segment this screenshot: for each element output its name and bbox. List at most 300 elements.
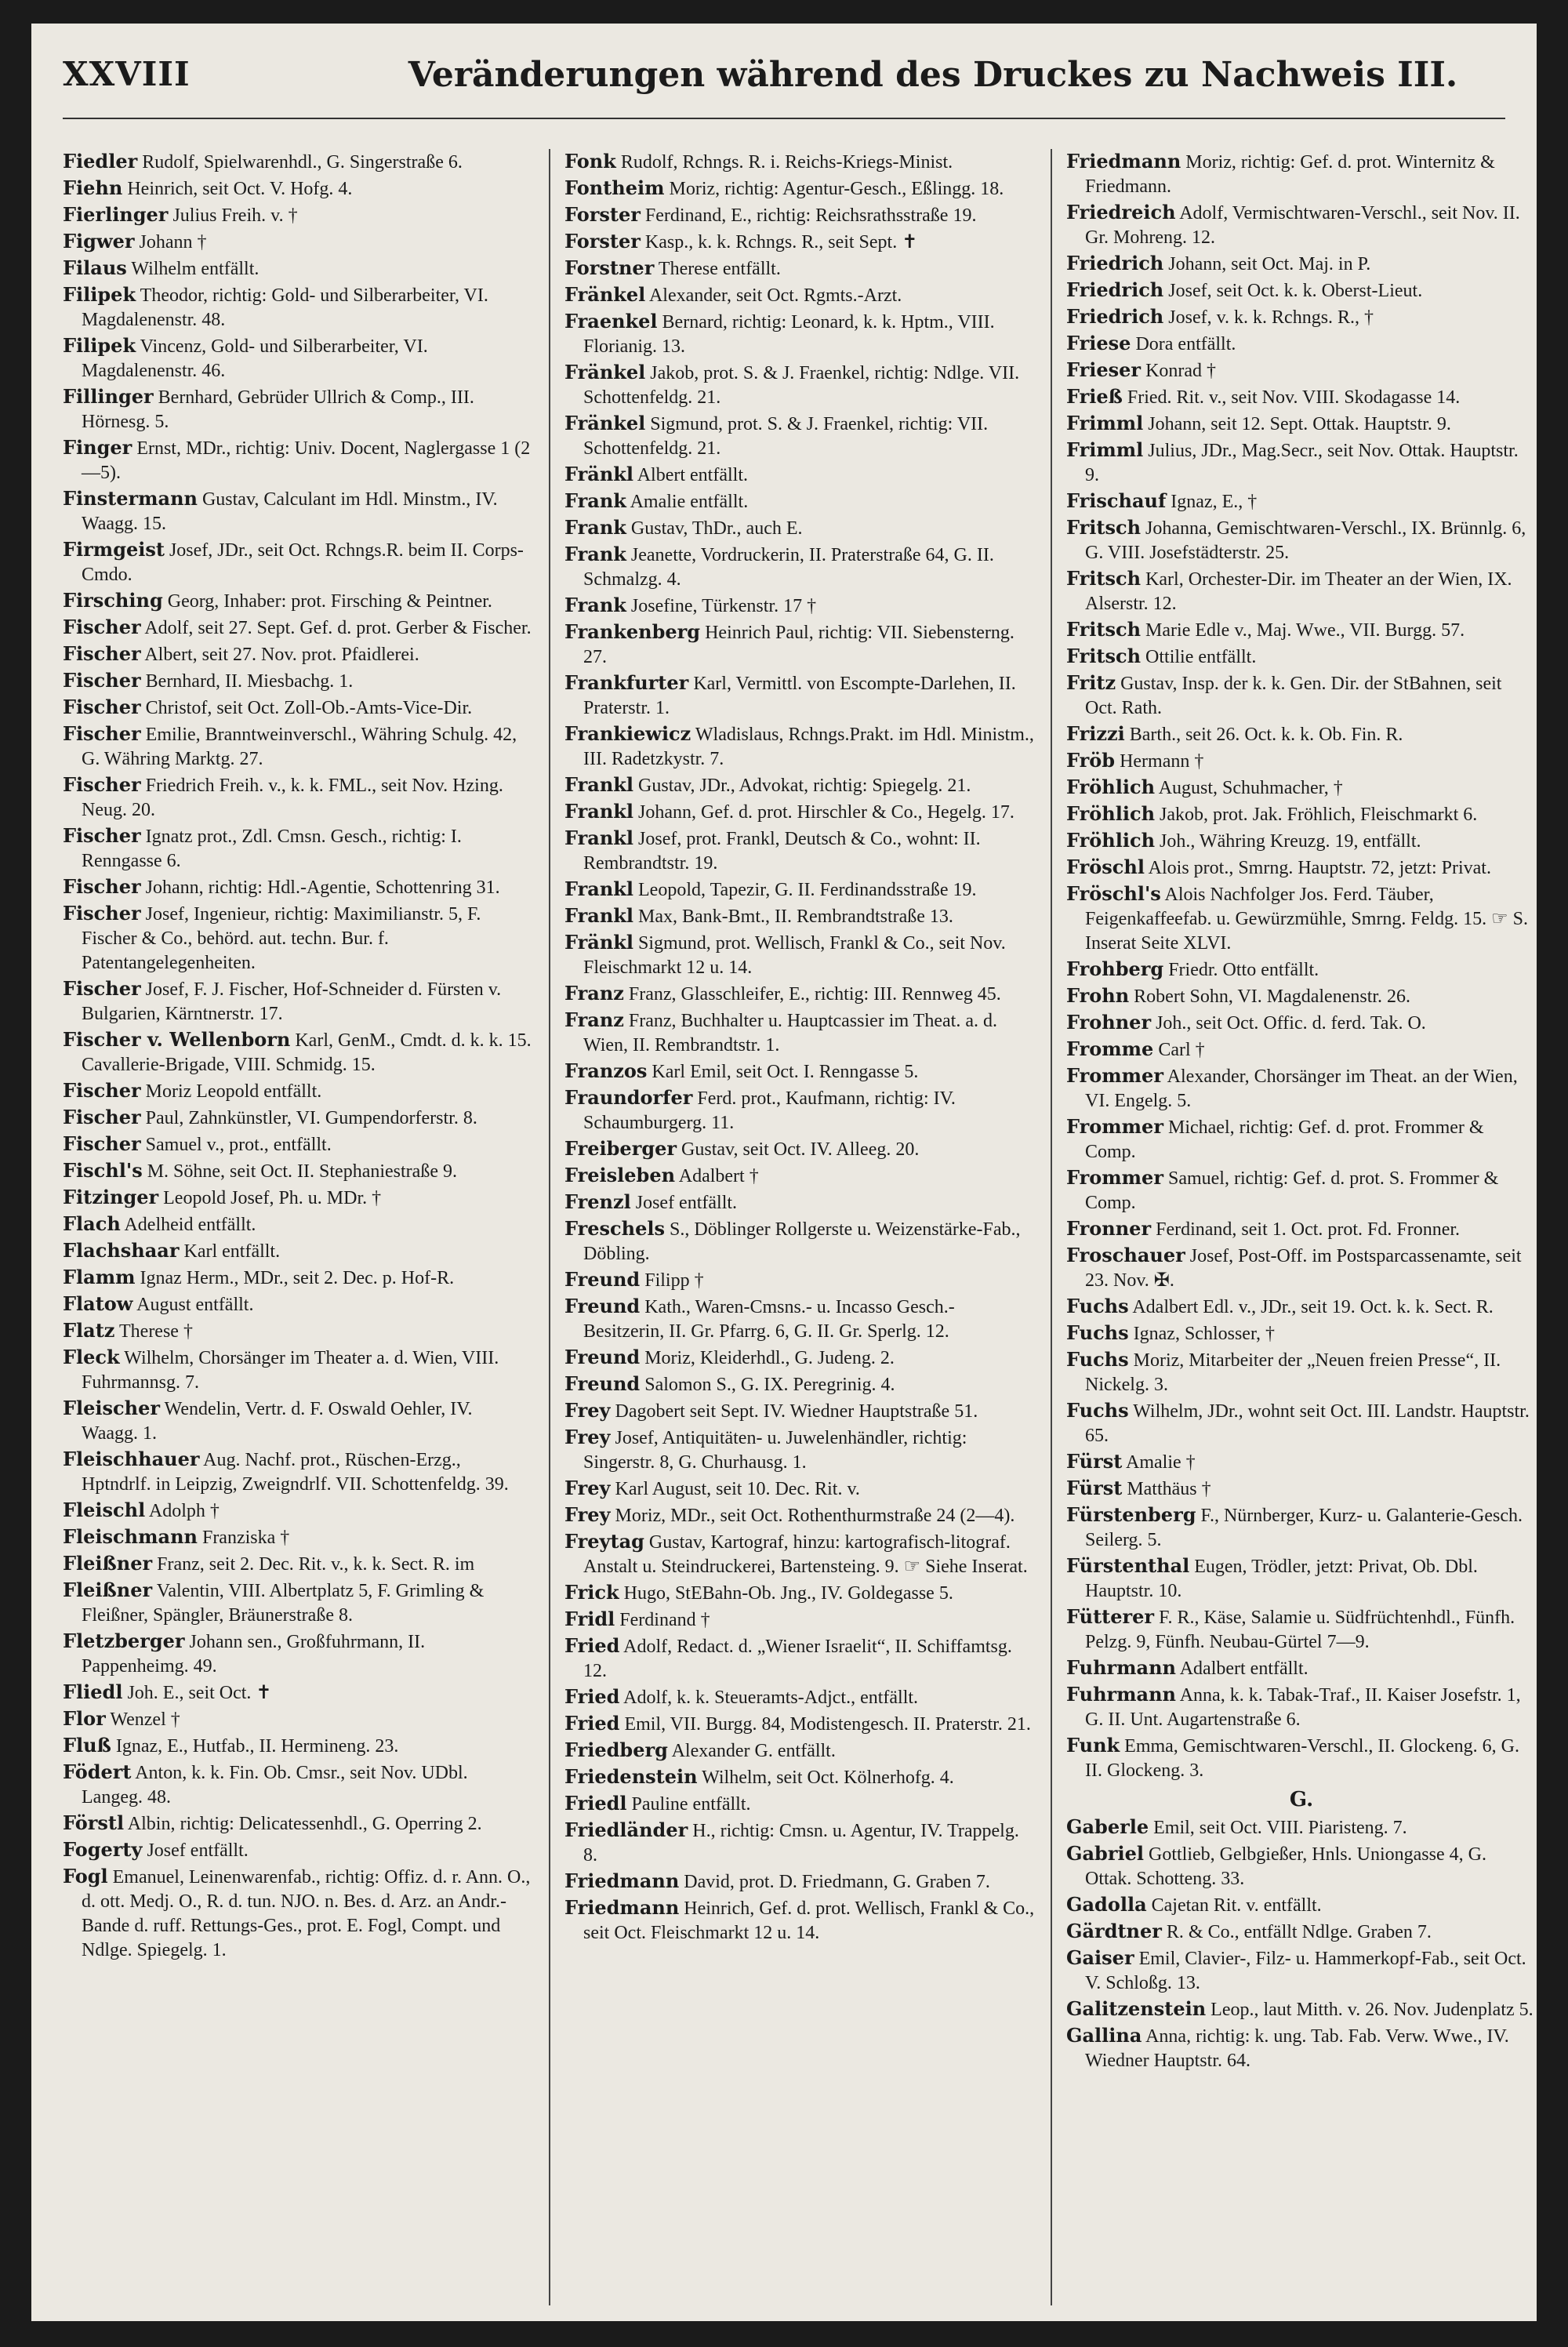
directory-entry — [63, 1158, 533, 1184]
entry-text: Bernhard, Gebrüder Ullrich & Comp., III. Hörnesg. 5. — [82, 387, 474, 432]
entry-text: R. & Co., entfällt Ndlge. Graben 7. — [1166, 1922, 1432, 1942]
entry-text: Vincenz, Gold- und Silberarbeiter, VI. Magdalenenstr. 46. — [82, 336, 428, 381]
entry-text: Moriz, richtig: Agentur-Gesch., Eßlingg. 18. — [669, 179, 1004, 199]
entry-name: Förstl — [63, 1811, 125, 1834]
entry-name: Frankl — [564, 800, 634, 823]
directory-entry — [564, 877, 1035, 903]
entry-name: Frankl — [564, 827, 634, 849]
directory-entry — [564, 1476, 1035, 1502]
directory-entry — [564, 1085, 1035, 1135]
entry-text: Albin, richtig: Delicatessenhdl., G. Operring 2. — [127, 1814, 482, 1834]
directory-entry — [1066, 670, 1537, 721]
entry-name: Fiedler — [63, 150, 138, 173]
directory-entry — [564, 176, 1035, 202]
directory-entry — [1066, 1165, 1537, 1215]
directory-entry — [564, 1711, 1035, 1737]
entry-text: Gustav, Kartograf, hinzu: kartografisch-litograf. Anstalt u. Steindruckerei, Bartensteing. 9. ☞ Siehe Inserat. — [583, 1532, 1028, 1577]
directory-entry — [63, 1680, 533, 1706]
entry-text: Jakob, prot. Jak. Fröhlich, Fleischmarkt 6. — [1160, 805, 1478, 825]
directory-entry — [63, 976, 533, 1026]
entry-text: Theodor, richtig: Gold- und Silberarbeiter, VI. Magdalenenstr. 48. — [82, 285, 488, 330]
entry-name: Flor — [63, 1707, 106, 1730]
directory-entry — [1066, 855, 1537, 881]
directory-entry — [63, 435, 533, 485]
entry-name: Frohner — [1066, 1011, 1152, 1034]
entry-name: Frey — [564, 1477, 611, 1499]
entry-name: Fürstenthal — [1066, 1554, 1190, 1577]
directory-entry — [1066, 304, 1537, 330]
directory-entry — [1066, 438, 1537, 488]
directory-entry — [63, 1212, 533, 1237]
entry-name: Fleischmann — [63, 1525, 198, 1548]
entry-name: Frankl — [564, 877, 634, 900]
entry-name: Friedberg — [564, 1738, 668, 1761]
directory-entry — [1066, 1114, 1537, 1164]
directory-entry — [63, 229, 533, 255]
directory-entry — [564, 772, 1035, 798]
directory-entry — [564, 619, 1035, 670]
entry-text: Hugo, StEBahn-Ob. Jng., IV. Goldegasse 5. — [623, 1583, 953, 1604]
directory-entry — [63, 823, 533, 874]
directory-entry — [1066, 1347, 1537, 1397]
entry-name: Freund — [564, 1346, 641, 1368]
directory-entry — [1066, 1243, 1537, 1293]
entry-name: Fürst — [1066, 1477, 1123, 1499]
directory-entry — [564, 1869, 1035, 1895]
entry-name: Finger — [63, 436, 132, 459]
directory-entry — [63, 202, 533, 228]
directory-entry — [63, 1551, 533, 1577]
entry-name: Fleischhauer — [63, 1448, 200, 1470]
entry-text: Joh. E., seit Oct. ✝ — [127, 1683, 272, 1703]
directory-entry — [1066, 251, 1537, 277]
entry-text: Hermann † — [1120, 751, 1204, 772]
entry-name: Freund — [564, 1295, 641, 1317]
entry-name: Frenzl — [564, 1190, 631, 1213]
entry-text: Josefine, Türkenstr. 17 † — [630, 596, 817, 616]
entry-text: Friedr. Otto entfällt. — [1168, 960, 1319, 980]
entry-name: Fränkel — [564, 412, 646, 434]
entry-text: Amalie entfällt. — [630, 492, 749, 512]
entry-text: Wladislaus, Rchngs.Prakt. im Hdl. Ministm., III. Radetzkystr. 7. — [583, 725, 1034, 769]
directory-entry — [564, 1895, 1035, 1946]
entry-text: S., Döblinger Rollgerste u. Weizenstärke-Fab., Döbling. — [583, 1219, 1021, 1264]
entry-text: Valentin, VIII. Albertplatz 5, F. Grimling & Fleißner, Spängler, Bräunerstraße 8. — [82, 1581, 485, 1626]
entry-name: Fuchs — [1066, 1399, 1129, 1422]
directory-entry — [564, 1163, 1035, 1189]
entry-name: Forster — [564, 230, 641, 253]
directory-entry — [63, 1265, 533, 1291]
entry-name: Frankfurter — [564, 671, 689, 694]
directory-entry — [564, 1267, 1035, 1293]
directory-entry — [1066, 617, 1537, 643]
entry-text: Anna, richtig: k. ung. Tab. Fab. Verw. Wwe., IV. Wiedner Hauptstr. 64. — [1085, 2026, 1509, 2071]
directory-entry — [1066, 1919, 1537, 1945]
entry-text: Ernst, MDr., richtig: Univ. Docent, Naglergasse 1 (2—5). — [82, 438, 531, 483]
entry-name: Fischer — [63, 773, 141, 796]
directory-entry — [1066, 644, 1537, 670]
entry-text: Ignaz, E., † — [1171, 492, 1258, 512]
entry-name: Gaberle — [1066, 1815, 1149, 1838]
entry-text: Karl entfällt. — [183, 1241, 281, 1262]
directory-entry — [63, 1733, 533, 1759]
directory-entry — [63, 1864, 533, 1963]
directory-entry — [1066, 1604, 1537, 1655]
entry-text: M. Söhne, seit Oct. II. Stephaniestraße 9. — [147, 1161, 457, 1182]
entry-text: Christof, seit Oct. Zoll-Ob.-Amts-Vice-Dir. — [145, 698, 473, 718]
directory-entry — [63, 176, 533, 202]
entry-name: Flatow — [63, 1292, 133, 1315]
entry-name: Fromme — [1066, 1037, 1154, 1060]
entry-text: Salomon S., G. IX. Peregrinig. 4. — [644, 1375, 895, 1395]
entry-text: Therese entfällt. — [658, 259, 781, 279]
directory-entry — [63, 615, 533, 641]
entry-name: Fuchs — [1066, 1321, 1129, 1344]
entry-name: Fuchs — [1066, 1295, 1129, 1317]
entry-name: Fischer — [63, 669, 141, 692]
directory-entry — [63, 486, 533, 536]
entry-text: H., richtig: Cmsn. u. Agentur, IV. Trappelg. 8. — [583, 1821, 1019, 1866]
directory-entry — [564, 256, 1035, 282]
directory-entry — [63, 874, 533, 900]
entry-name: Firsching — [63, 589, 163, 612]
entry-text: Dora entfällt. — [1135, 334, 1236, 354]
directory-entry — [1066, 721, 1537, 747]
directory-entry — [63, 1078, 533, 1104]
entry-name: Fütterer — [1066, 1605, 1155, 1628]
entry-name: Fuhrmann — [1066, 1683, 1177, 1706]
entry-text: Wendelin, Vertr. d. F. Oswald Oehler, IV. Waagg. 1. — [82, 1399, 473, 1444]
entry-name: Fröschl's — [1066, 882, 1161, 905]
entry-text: Sigmund, prot. Wellisch, Frankl & Co., seit Nov. Fleischmarkt 12 u. 14. — [583, 933, 1006, 978]
entry-name: Fritsch — [1066, 645, 1142, 667]
entry-text: F., Nürnberger, Kurz- u. Galanterie-Gesch. Seilerg. 5. — [1085, 1506, 1523, 1550]
entry-name: Filipek — [63, 334, 136, 357]
columns — [63, 149, 1534, 2305]
entry-name: Friedenstein — [564, 1765, 698, 1788]
directory-entry — [564, 360, 1035, 410]
directory-entry — [564, 1294, 1035, 1344]
entry-text: Michael, richtig: Gef. d. prot. Frommer & Comp. — [1085, 1117, 1484, 1162]
entry-text: Emilie, Branntweinverschl., Währing Schulg. 42, G. Währing Marktg. 27. — [82, 725, 517, 769]
entry-name: Friedl — [564, 1792, 627, 1815]
entry-name: Frizzi — [1066, 722, 1125, 745]
entry-name: Frommer — [1066, 1064, 1163, 1087]
directory-entry — [63, 1498, 533, 1524]
entry-name: Freiberger — [564, 1137, 677, 1160]
directory-entry — [1066, 801, 1537, 827]
entry-text: Friedrich Freih. v., k. k. FML., seit Nov. Hzing. Neug. 20. — [82, 776, 503, 820]
entry-text: Johann, seit 12. Sept. Ottak. Hauptstr. 9. — [1148, 414, 1451, 434]
directory-entry — [63, 537, 533, 587]
entry-name: Fischer — [63, 616, 141, 638]
entry-text: Adolf, Redact. d. „Wiener Israelit“, II. Schiffamtsg. 12. — [583, 1637, 1012, 1681]
directory-entry — [564, 1738, 1035, 1764]
entry-text: Bernard, richtig: Leonard, k. k. Hptm., VIII. Florianig. 13. — [583, 312, 995, 357]
directory-entry — [1066, 566, 1537, 616]
directory-entry — [564, 1764, 1035, 1790]
directory-entry — [564, 1345, 1035, 1371]
entry-name: Fraundorfer — [564, 1086, 693, 1109]
entry-name: Frieß — [1066, 385, 1123, 408]
directory-entry — [63, 721, 533, 772]
directory-entry — [63, 1345, 533, 1395]
entry-text: F. R., Käse, Salamie u. Südfrüchtenhdl., Fünfh. Pelzg. 9, Fünfh. Neubau-Gürtel 7—9. — [1085, 1608, 1515, 1652]
entry-text: Adalbert † — [678, 1166, 759, 1186]
directory-entry — [1066, 1553, 1537, 1604]
entry-name: Friedländer — [564, 1818, 688, 1841]
entry-name: Fitzinger — [63, 1186, 159, 1208]
page-title: Veränderungen während des Druckes zu Nachweis III. — [408, 55, 1458, 95]
directory-entry — [1066, 2023, 1537, 2073]
page-header — [63, 55, 1505, 119]
entry-name: Fränkel — [564, 361, 646, 383]
entry-name: Frimml — [1066, 438, 1144, 461]
entry-text: Karl, Vermittl. von Escompte-Darlehen, II. Praterstr. 1. — [583, 674, 1016, 718]
directory-entry — [564, 411, 1035, 461]
entry-text: Franziska † — [201, 1528, 290, 1548]
entry-name: Frey — [564, 1426, 611, 1448]
entry-text: Ignatz prot., Zdl. Cmsn. Gesch., richtig: I. Renngasse 6. — [82, 827, 462, 871]
entry-text: Ferdinand, E., richtig: Reichsrathsstraße 19. — [644, 205, 977, 226]
entry-name: Fluß — [63, 1734, 111, 1757]
directory-entry — [564, 202, 1035, 228]
entry-text: Gustav, JDr., Advokat, richtig: Spiegelg. 21. — [638, 776, 971, 796]
column-divider — [1051, 149, 1052, 2305]
entry-text: Eugen, Trödler, jetzt: Privat, Ob. Dbl. Hauptstr. 10. — [1085, 1557, 1478, 1601]
directory-entry — [564, 462, 1035, 488]
entry-name: Freund — [564, 1372, 641, 1395]
entry-text: Alois Nachfolger Jos. Ferd. Täuber, Feigenkaffeefab. u. Gewürzmühle, Smrng. Feldg. 15. ☞ S. Inserat Seite XLVI. — [1085, 885, 1528, 954]
entry-text: Josef, seit Oct. k. k. Oberst-Lieut. — [1168, 281, 1423, 301]
directory-entry — [1066, 775, 1537, 801]
entry-text: Emil, seit Oct. VIII. Piaristeng. 7. — [1153, 1818, 1407, 1838]
directory-entry — [1066, 331, 1537, 357]
entry-name: Forstner — [564, 256, 655, 279]
entry-name: Fürst — [1066, 1450, 1123, 1473]
directory-entry — [1066, 200, 1537, 250]
entry-name: Fonk — [564, 150, 616, 173]
entry-name: Firmgeist — [63, 538, 165, 561]
entry-name: Flach — [63, 1212, 121, 1235]
entry-text: Anna, k. k. Tabak-Traf., II. Kaiser Josefstr. 1, G. II. Unt. Augartenstraße 6. — [1085, 1685, 1521, 1730]
entry-name: Fröhlich — [1066, 829, 1156, 852]
directory-entry — [63, 1760, 533, 1810]
entry-name: Friedmann — [1066, 150, 1181, 173]
entry-text: Adolf, k. k. Steueramts-Adjct., entfällt. — [623, 1688, 919, 1708]
entry-text: Therese † — [119, 1321, 193, 1342]
entry-text: Julius, JDr., Mag.Secr., seit Nov. Ottak. Hauptstr. 9. — [1085, 441, 1519, 485]
column-3 — [1066, 149, 1537, 2305]
entry-name: Fontheim — [564, 176, 665, 199]
directory-entry — [564, 799, 1035, 825]
entry-text: Josef, Post-Off. im Postsparcassenamte, seit 23. Nov. ✠. — [1085, 1246, 1522, 1291]
entry-name: Fritsch — [1066, 516, 1142, 539]
entry-name: Fröhlich — [1066, 776, 1156, 798]
entry-name: Fried — [564, 1685, 620, 1708]
directory-entry — [63, 1292, 533, 1317]
directory-entry — [63, 1396, 533, 1446]
entry-name: Fridl — [564, 1608, 615, 1630]
entry-text: Jakob, prot. S. & J. Fraenkel, richtig: Ndlge. VII. Schottenfeldg. 21. — [583, 363, 1020, 408]
entry-text: Alexander G. entfällt. — [671, 1741, 836, 1761]
entry-text: Wilhelm, JDr., wohnt seit Oct. III. Landstr. Hauptstr. 65. — [1085, 1401, 1530, 1446]
entry-name: Gabriel — [1066, 1842, 1144, 1865]
entry-text: Alexander, Chorsänger im Theat. an der Wien, VI. Engelg. 5. — [1085, 1066, 1518, 1111]
entry-text: Carl † — [1158, 1040, 1205, 1060]
entry-name: Fogerty — [63, 1838, 143, 1861]
entry-text: Johann sen., Großfuhrmann, II. Pappenheimg. 49. — [82, 1632, 426, 1677]
entry-name: Födert — [63, 1760, 132, 1783]
directory-entry — [1066, 957, 1537, 983]
entry-text: Gottlieb, Gelbgießer, Hnls. Uniongasse 4, G. Ottak. Schotteng. 33. — [1085, 1844, 1486, 1889]
entry-text: Cajetan Rit. v. entfällt. — [1151, 1895, 1322, 1916]
entry-text: Wilhelm, Chorsänger im Theater a. d. Wien, VIII. Fuhrmannsg. 7. — [82, 1348, 499, 1393]
entry-name: Finstermann — [63, 487, 198, 510]
directory-entry — [1066, 1655, 1537, 1681]
entry-name: Franz — [564, 982, 624, 1005]
entry-text: Sigmund, prot. S. & J. Fraenkel, richtig: VII. Schottenfeldg. 21. — [583, 414, 989, 459]
directory-entry — [564, 1580, 1035, 1606]
directory-entry — [1066, 983, 1537, 1009]
directory-entry — [63, 772, 533, 823]
directory-entry — [564, 1425, 1035, 1475]
entry-text: Josef, JDr., seit Oct. Rchngs.R. beim II. Corps-Cmdo. — [82, 540, 524, 585]
directory-entry — [564, 1818, 1035, 1868]
entry-text: Dagobert seit Sept. IV. Wiedner Hauptstraße 51. — [615, 1401, 978, 1422]
entry-text: Konrad † — [1145, 361, 1217, 381]
entry-name: Frankl — [564, 904, 634, 927]
entry-name: Freund — [564, 1268, 641, 1291]
entry-name: Fiehn — [63, 176, 123, 199]
entry-name: Fuhrmann — [1066, 1656, 1177, 1679]
entry-text: Emanuel, Leinenwarenfab., richtig: Offiz. d. r. Ann. O., d. ott. Medj. O., R. d. tun. NJO. n. Bes. d. Arz. an Andr.-Bande d. ruff. Rettungs-Ges., prot. E. Fogl, Compt. und Ndlge. Spiegelg. 1. — [82, 1867, 531, 1960]
directory-entry — [1066, 1946, 1537, 1996]
entry-text: Emil, Clavier-, Filz- u. Hammerkopf-Fab., seit Oct. V. Schloßg. 13. — [1085, 1949, 1526, 1993]
entry-name: Gaiser — [1066, 1946, 1134, 1969]
entry-name: Frey — [564, 1503, 611, 1526]
entry-name: Friedmann — [564, 1869, 680, 1892]
directory-entry — [564, 489, 1035, 514]
directory-entry — [1066, 1815, 1537, 1840]
entry-name: Gärdtner — [1066, 1920, 1162, 1942]
entry-name: Frommer — [1066, 1115, 1163, 1138]
directory-entry — [1066, 1892, 1537, 1918]
directory-entry — [1066, 881, 1537, 956]
entry-text: Moriz, MDr., seit Oct. Rothenthurmstraße 24 (2—4). — [615, 1506, 1015, 1526]
entry-text: Heinrich Paul, richtig: VII. Siebensterng. 27. — [583, 623, 1014, 667]
entry-name: Fuchs — [1066, 1348, 1129, 1371]
entry-text: Johann † — [139, 232, 207, 253]
entry-text: Rudolf, Rchngs. R. i. Reichs-Kriegs-Minist. — [620, 152, 953, 173]
directory-entry — [1066, 1733, 1537, 1783]
directory-entry — [564, 1791, 1035, 1817]
directory-entry — [63, 1132, 533, 1157]
entry-name: Filipek — [63, 283, 136, 306]
entry-text: Kasp., k. k. Rchngs. R., seit Sept. ✝ — [644, 232, 918, 253]
entry-name: Friedrich — [1066, 305, 1164, 328]
directory-entry — [1066, 411, 1537, 437]
entry-name: Frankenberg — [564, 620, 701, 643]
entry-text: Georg, Inhaber: prot. Firsching & Peintner. — [167, 591, 492, 612]
entry-text: Karl, GenM., Cmdt. d. k. k. 15. Cavallerie-Brigade, VIII. Schmidg. 15. — [82, 1030, 532, 1075]
entry-text: Gustav, seit Oct. IV. Alleeg. 20. — [681, 1139, 920, 1160]
entry-name: Fleißner — [63, 1552, 153, 1575]
entry-name: Fröschl — [1066, 856, 1145, 878]
directory-entry — [1066, 748, 1537, 774]
entry-text: Gustav, Calculant im Hdl. Minstm., IV. Waagg. 15. — [82, 489, 498, 534]
directory-entry — [63, 1105, 533, 1131]
directory-entry — [564, 149, 1035, 175]
entry-name: Flachshaar — [63, 1239, 180, 1262]
directory-entry — [1066, 1063, 1537, 1114]
entry-name: Frank — [564, 543, 626, 565]
entry-text: Alexander, seit Oct. Rgmts.-Arzt. — [648, 285, 902, 306]
entry-text: Albert entfällt. — [637, 465, 748, 485]
entry-name: Fronner — [1066, 1217, 1152, 1240]
entry-text: Jeanette, Vordruckerin, II. Praterstraße 64, G. II. Schmalzg. 4. — [583, 545, 994, 590]
directory-entry — [564, 1372, 1035, 1397]
directory-entry — [1066, 149, 1537, 199]
entry-name: Fischer — [63, 642, 141, 665]
entry-text: Aug. Nachf. prot., Rüschen-Erzg., Hptndrlf. in Leipzig, Zweigndrlf. VII. Schottenfeldg. 39. — [82, 1450, 509, 1495]
column-1 — [63, 149, 533, 2305]
entry-text: Franz, seit 2. Dec. Rit. v., k. k. Sect. R. im — [157, 1554, 475, 1575]
entry-text: Fried. Rit. v., seit Nov. VIII. Skodagasse 14. — [1127, 387, 1461, 408]
entry-text: Johann, Gef. d. prot. Hirschler & Co., Hegelg. 17. — [638, 802, 1014, 823]
directory-entry — [564, 542, 1035, 592]
directory-page — [31, 24, 1537, 2321]
directory-entry — [63, 668, 533, 694]
entry-text: Wilhelm, seit Oct. Kölnerhofg. 4. — [702, 1768, 954, 1788]
entry-name: Freisleben — [564, 1164, 676, 1186]
column-divider — [549, 149, 550, 2305]
directory-entry — [1066, 1321, 1537, 1346]
entry-name: Fischer — [63, 696, 141, 718]
entry-text: Joh., seit Oct. Offic. d. ferd. Tak. O. — [1156, 1013, 1426, 1034]
entry-text: August, Schuhmacher, † — [1158, 778, 1343, 798]
entry-text: Kath., Waren-Cmsns.- u. Incasso Gesch.-Besitzerin, II. Gr. Pfarrg. 6, G. II. Gr. Sperlg. 12. — [583, 1297, 955, 1342]
entry-name: Frimml — [1066, 412, 1144, 434]
entry-text: Ignaz, Schlosser, † — [1133, 1324, 1275, 1344]
directory-entry — [63, 384, 533, 434]
directory-entry — [564, 1633, 1035, 1684]
entry-name: Fränkl — [564, 463, 634, 485]
entry-text: Johann, richtig: Hdl.-Agentie, Schottenring 31. — [145, 877, 500, 898]
entry-name: Fritsch — [1066, 618, 1142, 641]
directory-entry — [1066, 1010, 1537, 1036]
entry-name: Freschels — [564, 1217, 666, 1240]
entry-text: Johann, seit Oct. Maj. in P. — [1168, 254, 1371, 274]
directory-entry — [564, 1059, 1035, 1084]
entry-text: Joh., Währing Kreuzg. 19, entfällt. — [1160, 831, 1421, 852]
entry-name: Friedreich — [1066, 201, 1176, 223]
entry-text: Josef, F. J. Fischer, Hof-Schneider d. Fürsten v. Bulgarien, Kärntnerstr. 17. — [82, 979, 502, 1024]
entry-name: Fürstenberg — [1066, 1503, 1196, 1526]
entry-name: Figwer — [63, 230, 135, 253]
directory-entry — [564, 593, 1035, 619]
directory-entry — [1066, 1476, 1537, 1502]
directory-entry — [1066, 1996, 1537, 2022]
directory-entry — [564, 826, 1035, 876]
entry-name: Frankiewicz — [564, 722, 691, 745]
entry-text: Matthäus † — [1127, 1479, 1211, 1499]
entry-name: Frey — [564, 1399, 611, 1422]
directory-entry — [63, 641, 533, 667]
entry-text: Josef entfällt. — [635, 1193, 738, 1213]
directory-entry — [1066, 1398, 1537, 1448]
page-number: XXVIII — [63, 55, 191, 93]
